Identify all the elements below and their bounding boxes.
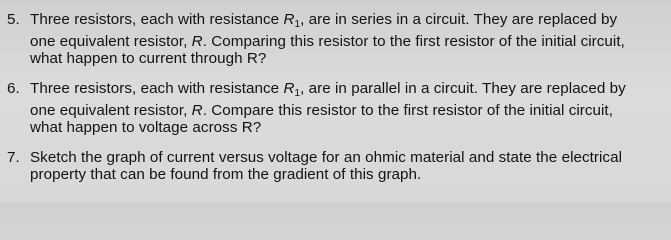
text-segment: one equivalent resistor,: [30, 33, 192, 50]
text-segment: Three resistors, each with resistance: [30, 11, 284, 28]
question-text: [30, 80, 667, 136]
text-segment: , are in series in a circuit. They are replaced by: [300, 11, 618, 28]
question-number: 5.: [7, 11, 20, 28]
question-line: [30, 80, 667, 102]
question-text: [30, 11, 667, 67]
question-line: [30, 102, 667, 119]
resistance-subscript: 1: [294, 19, 301, 30]
question-number: 6.: [7, 80, 20, 97]
resistance-symbol: R: [283, 11, 295, 28]
question-number: 7.: [7, 149, 20, 166]
question-7: [7, 149, 667, 183]
resistance-symbol: R: [191, 102, 203, 119]
text-segment: Three resistors, each with resistance: [30, 80, 284, 97]
text-segment: , are in parallel in a circuit. They are replaced by: [300, 80, 626, 97]
question-line: [30, 11, 667, 33]
question-line: what happen to current through R?: [30, 50, 267, 67]
resistance-symbol: R: [191, 33, 203, 50]
question-line: [30, 33, 667, 50]
question-line: property that can be found from the gradient of this graph.: [30, 166, 422, 183]
text-segment: . Compare this resistor to the first resistor of the initial circuit,: [202, 102, 613, 119]
resistance-symbol: R: [283, 80, 295, 97]
question-5: [7, 11, 667, 67]
text-segment: . Comparing this resistor to the first resistor of the initial circuit,: [202, 33, 625, 50]
text-segment: one equivalent resistor,: [30, 102, 192, 119]
question-line: Sketch the graph of current versus voltage for an ohmic material and state the electrical: [30, 149, 623, 166]
question-line: what happen to voltage across R?: [30, 119, 262, 136]
question-6: [7, 80, 667, 136]
question-text: [30, 149, 667, 183]
resistance-subscript: 1: [294, 88, 301, 99]
